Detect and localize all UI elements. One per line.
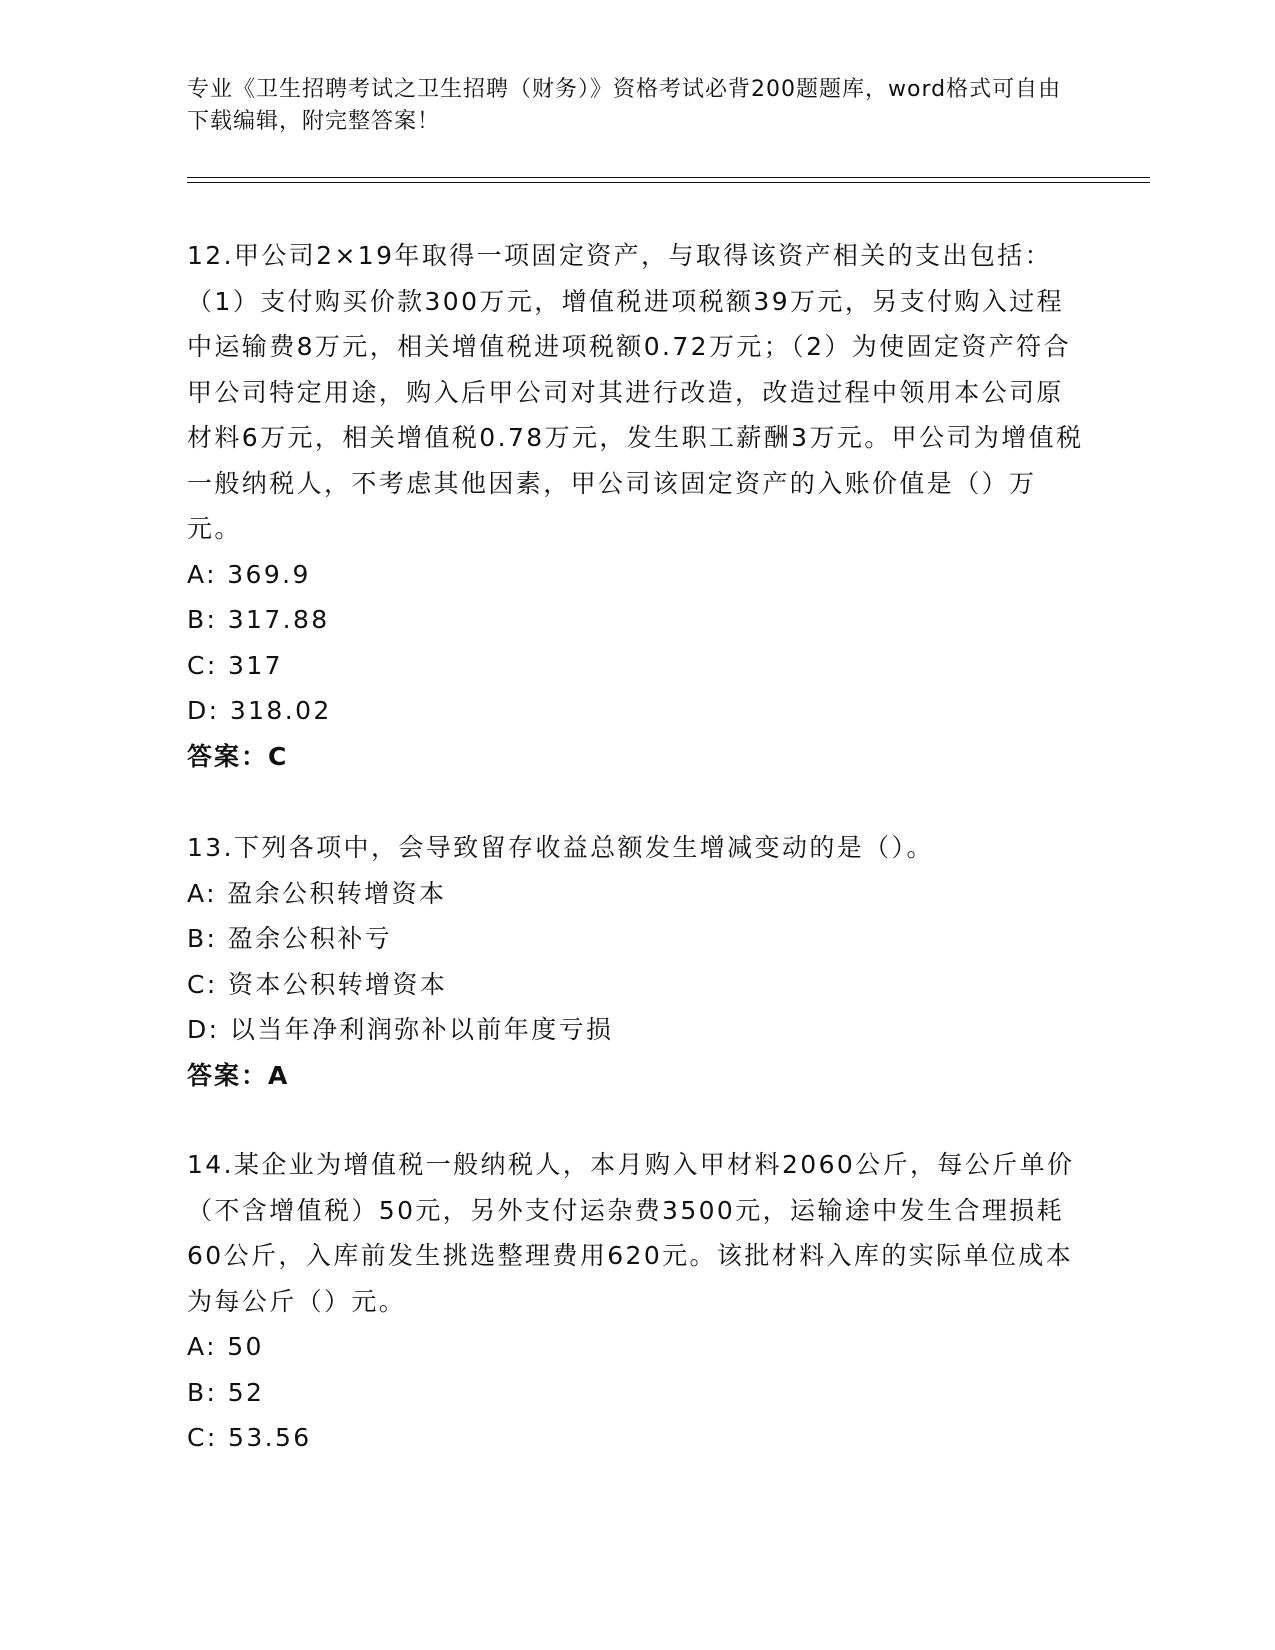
question-12 [187,233,1087,779]
header-title: 专业《卫生招聘考试之卫生招聘（财务）》资格考试必背200题题库，word格式可自由下载编辑，附完整答案！ [187,77,1062,134]
option-a: A: 369.9 [187,559,311,589]
answer-key: 答案：A [187,1060,290,1090]
option-c: C: 53.56 [187,1423,312,1452]
question-13 [187,825,1087,1098]
option-a: A: 50 [187,1332,264,1361]
option-d: D: 318.02 [187,696,332,725]
option-b: B: 317.88 [187,605,330,634]
header-divider-bottom [187,182,1150,183]
option-b: B: 52 [187,1377,265,1407]
question-stem: 13.下列各项中，会导致留存收益总额发生增减变动的是（）。 [187,833,934,862]
answer-key: 答案：C [187,741,289,771]
question-14 [187,1142,1087,1461]
question-stem: 12.甲公司2×19年取得一项固定资产，与取得该资产相关的支出包括：（1）支付购买价款300万元，增值税进项税额39万元，另支付购入过程中运输费8万元，相关增值税进项税额0.72万元；（2）为使固定资产符合甲公司特定用途，购入后甲公司对其进行改造，改造过程中领用本公司原材料6万元，相关增值税0.78万元，发生职工薪酬3万元。甲公司为增值税一般纳税人，不考虑其他因素，甲公司该固定资产的入账价值是（）万元。 [187,241,1084,543]
option-c: C: 317 [187,650,283,680]
option-a: A: 盈余公积转增资本 [187,878,447,908]
question-stem: 14.某企业为增值税一般纳税人，本月购入甲材料2060公斤，每公斤单价（不含增值税）50元，另外支付运杂费3500元，运输途中发生合理损耗60公斤，入库前发生挑选整理费用620元。该批材料入库的实际单位成本为每公斤（）元。 [187,1150,1075,1316]
option-d: D: 以当年净利润弥补以前年度亏损 [187,1015,614,1044]
option-c: C: 资本公积转增资本 [187,969,448,999]
option-b: B: 盈余公积补亏 [187,924,393,953]
document-header [187,74,1067,138]
header-divider-top [187,177,1150,178]
